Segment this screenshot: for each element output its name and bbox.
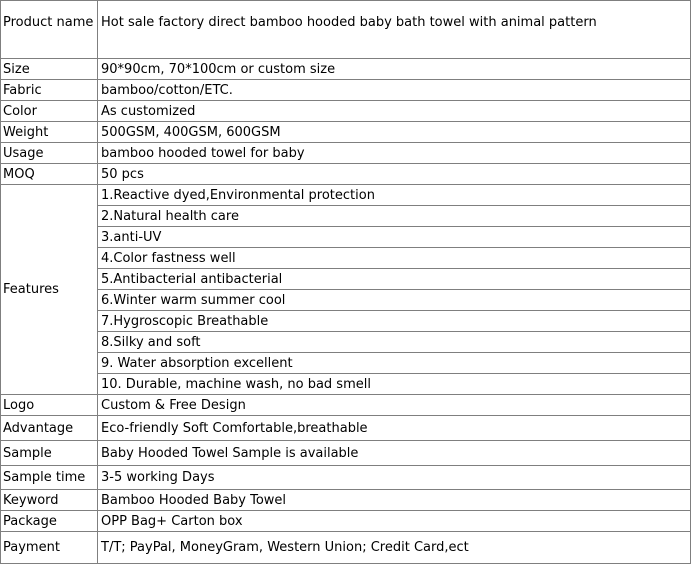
table-row-features-9 bbox=[1, 353, 691, 374]
value-moq: 50 pcs bbox=[98, 164, 691, 185]
feature-item: 5.Antibacterial antibacterial bbox=[98, 269, 691, 290]
feature-item: 6.Winter warm summer cool bbox=[98, 290, 691, 311]
feature-item: 4.Color fastness well bbox=[98, 248, 691, 269]
table-row-weight bbox=[1, 122, 691, 143]
feature-item: 2.Natural health care bbox=[98, 206, 691, 227]
table-row-package bbox=[1, 511, 691, 532]
table-row-features-8 bbox=[1, 332, 691, 353]
table-row-payment bbox=[1, 532, 691, 564]
value-sample-time: 3-5 working Days bbox=[98, 466, 691, 490]
feature-item: 9. Water absorption excellent bbox=[98, 353, 691, 374]
label-keyword: Keyword bbox=[1, 490, 98, 511]
label-moq: MOQ bbox=[1, 164, 98, 185]
table-row-logo bbox=[1, 395, 691, 416]
table-row-sample-time bbox=[1, 466, 691, 490]
table-row-features-7 bbox=[1, 311, 691, 332]
value-size: 90*90cm, 70*100cm or custom size bbox=[98, 59, 691, 80]
table-row-product-name bbox=[1, 1, 691, 59]
feature-item: 10. Durable, machine wash, no bad smell bbox=[98, 374, 691, 395]
feature-item: 7.Hygroscopic Breathable bbox=[98, 311, 691, 332]
table-row-features-6 bbox=[1, 290, 691, 311]
value-sample: Baby Hooded Towel Sample is available bbox=[98, 441, 691, 466]
value-keyword: Bamboo Hooded Baby Towel bbox=[98, 490, 691, 511]
label-fabric: Fabric bbox=[1, 80, 98, 101]
value-package: OPP Bag+ Carton box bbox=[98, 511, 691, 532]
table-row-features-4 bbox=[1, 248, 691, 269]
feature-item: 3.anti-UV bbox=[98, 227, 691, 248]
value-payment: T/T; PayPal, MoneyGram, Western Union; Credit Card,ect bbox=[98, 532, 691, 564]
table-row-features-1 bbox=[1, 185, 691, 206]
label-package: Package bbox=[1, 511, 98, 532]
table-row-advantage bbox=[1, 416, 691, 441]
table-row-keyword bbox=[1, 490, 691, 511]
table-row-features-10 bbox=[1, 374, 691, 395]
label-sample: Sample bbox=[1, 441, 98, 466]
value-weight: 500GSM, 400GSM, 600GSM bbox=[98, 122, 691, 143]
value-product-name: Hot sale factory direct bamboo hooded baby bath towel with animal pattern bbox=[98, 1, 691, 59]
label-weight: Weight bbox=[1, 122, 98, 143]
value-logo: Custom & Free Design bbox=[98, 395, 691, 416]
value-color: As customized bbox=[98, 101, 691, 122]
table-row-features-3 bbox=[1, 227, 691, 248]
value-usage: bamboo hooded towel for baby bbox=[98, 143, 691, 164]
label-usage: Usage bbox=[1, 143, 98, 164]
value-fabric: bamboo/cotton/ETC. bbox=[98, 80, 691, 101]
feature-item: 8.Silky and soft bbox=[98, 332, 691, 353]
table-row-sample bbox=[1, 441, 691, 466]
label-size: Size bbox=[1, 59, 98, 80]
table-row-color bbox=[1, 101, 691, 122]
feature-item: 1.Reactive dyed,Environmental protection bbox=[98, 185, 691, 206]
label-sample-time: Sample time bbox=[1, 466, 98, 490]
label-logo: Logo bbox=[1, 395, 98, 416]
table-row-fabric bbox=[1, 80, 691, 101]
table-row-size bbox=[1, 59, 691, 80]
table-row-features-5 bbox=[1, 269, 691, 290]
label-product-name: Product name bbox=[1, 1, 98, 59]
label-color: Color bbox=[1, 101, 98, 122]
table-row-usage bbox=[1, 143, 691, 164]
table-row-features-2 bbox=[1, 206, 691, 227]
label-advantage: Advantage bbox=[1, 416, 98, 441]
label-features: Features bbox=[1, 185, 98, 395]
table-row-moq bbox=[1, 164, 691, 185]
value-advantage: Eco-friendly Soft Comfortable,breathable bbox=[98, 416, 691, 441]
label-payment: Payment bbox=[1, 532, 98, 564]
